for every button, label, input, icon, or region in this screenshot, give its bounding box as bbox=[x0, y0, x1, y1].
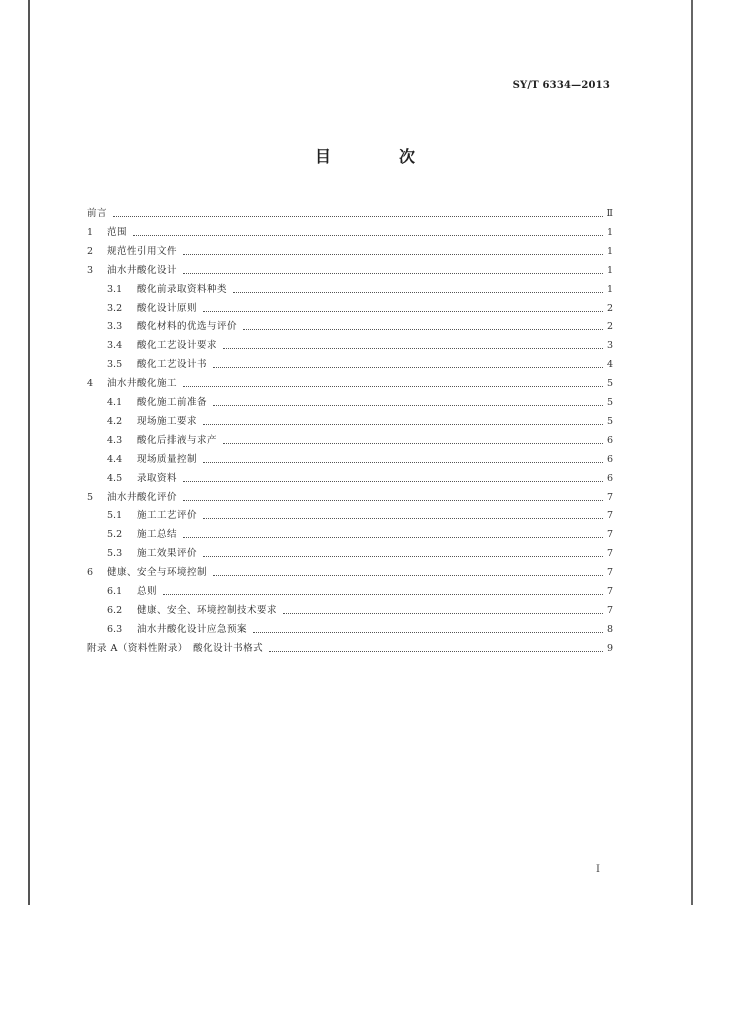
toc-entry-page: 5 bbox=[606, 415, 613, 427]
toc-entry[interactable] bbox=[107, 582, 613, 598]
toc-entry[interactable] bbox=[87, 563, 613, 579]
toc-entry-label: 酸化后排液与求产 bbox=[137, 434, 218, 446]
toc-dot-leader bbox=[203, 461, 603, 463]
toc-entry-label: 前言 bbox=[87, 208, 108, 219]
toc-entry-number: 4.2 bbox=[107, 415, 123, 427]
toc-entry-label: 健康、安全与环境控制 bbox=[107, 567, 208, 579]
toc-entry-label: 健康、安全、环境控制技术要求 bbox=[137, 604, 278, 616]
toc-entry-page: 7 bbox=[606, 548, 613, 560]
toc-entry-number: 6.2 bbox=[107, 604, 123, 616]
toc-entry[interactable] bbox=[107, 469, 613, 485]
toc-entry-number: 2 bbox=[87, 245, 94, 257]
toc-entry-page: 7 bbox=[606, 491, 613, 503]
toc-entry-page: 3 bbox=[606, 340, 613, 352]
toc-entry-page: 1 bbox=[606, 226, 613, 238]
toc-entry-number: 5 bbox=[87, 491, 94, 503]
toc-dot-leader bbox=[223, 442, 603, 444]
toc-dot-leader bbox=[183, 499, 603, 501]
toc-entry-page: 2 bbox=[606, 321, 613, 333]
toc-dot-leader bbox=[183, 385, 603, 387]
toc-entry-page: 8 bbox=[606, 623, 613, 635]
toc-dot-leader bbox=[113, 215, 603, 217]
toc-dot-leader bbox=[213, 366, 603, 368]
toc-entry[interactable] bbox=[107, 393, 613, 409]
toc-entry-label: 酸化材料的优选与评价 bbox=[137, 321, 238, 333]
toc-entry-page: 7 bbox=[606, 604, 613, 616]
toc-entry-page: 6 bbox=[606, 453, 613, 465]
toc-entry[interactable] bbox=[107, 412, 613, 428]
toc-dot-leader bbox=[203, 310, 603, 312]
toc-entry-page: 7 bbox=[606, 586, 613, 597]
toc-entry-number: 4 bbox=[87, 378, 94, 390]
toc-entry-label: 规范性引用文件 bbox=[107, 245, 178, 257]
toc-entry[interactable] bbox=[87, 204, 613, 220]
document-code: SY/T 6334—2013 bbox=[512, 80, 610, 91]
toc-entry[interactable] bbox=[107, 299, 613, 315]
toc-entry[interactable] bbox=[107, 280, 613, 296]
toc-entry[interactable] bbox=[87, 261, 613, 277]
toc-entry-number: 6 bbox=[87, 567, 94, 579]
toc-entry-label: 酸化设计原则 bbox=[137, 302, 198, 314]
toc-entry-page: 4 bbox=[606, 359, 613, 371]
toc-entry-label: 油水井酸化施工 bbox=[107, 378, 178, 390]
toc-dot-leader bbox=[133, 234, 603, 236]
toc-entry[interactable] bbox=[87, 374, 613, 390]
toc-entry-number: 3.4 bbox=[107, 340, 123, 352]
toc-entry-label: 施工总结 bbox=[137, 529, 178, 541]
toc-entry-page: 1 bbox=[606, 264, 613, 276]
toc-dot-leader bbox=[183, 480, 603, 482]
toc-entry-label: 施工工艺评价 bbox=[137, 510, 198, 522]
toc-dot-leader bbox=[183, 272, 603, 274]
toc-entry-page: 1 bbox=[606, 245, 613, 257]
toc-dot-leader bbox=[253, 631, 603, 633]
toc-entry-page: 5 bbox=[606, 378, 613, 390]
toc-entry-page: 7 bbox=[606, 567, 613, 579]
toc-entry-number: 3.5 bbox=[107, 359, 123, 371]
page-number: I bbox=[596, 864, 600, 875]
toc-entry-number: 4.3 bbox=[107, 434, 123, 446]
toc-entry-label: 酸化前录取资料种类 bbox=[137, 283, 228, 295]
toc-entry-number: 5.2 bbox=[107, 529, 123, 541]
toc-entry-label: 油水井酸化设计 bbox=[107, 264, 178, 276]
toc-entry-page: 7 bbox=[606, 510, 613, 522]
toc-entry-label: 酸化施工前准备 bbox=[137, 397, 208, 408]
toc-entry-number: 4.5 bbox=[107, 472, 123, 484]
toc-dot-leader bbox=[203, 555, 603, 557]
toc-entry[interactable] bbox=[107, 506, 613, 522]
toc-entry-number: 6.1 bbox=[107, 586, 123, 597]
toc-entry-page: 1 bbox=[606, 283, 613, 295]
toc-entry[interactable] bbox=[87, 242, 613, 258]
toc-dot-leader bbox=[213, 404, 603, 406]
toc-entry-label: 酸化工艺设计书 bbox=[137, 359, 208, 371]
toc-entry[interactable] bbox=[87, 488, 613, 504]
toc-entry-number: 6.3 bbox=[107, 623, 123, 635]
toc-entry-label: 油水井酸化设计应急预案 bbox=[137, 623, 248, 635]
toc-entry[interactable] bbox=[107, 450, 613, 466]
toc-entry-label: 总则 bbox=[137, 586, 158, 597]
toc-entry-page: 6 bbox=[606, 434, 613, 446]
toc-entry-label: 现场质量控制 bbox=[137, 453, 198, 465]
toc-dot-leader bbox=[203, 517, 603, 519]
toc-entry-label: 现场施工要求 bbox=[137, 415, 198, 427]
toc-dot-leader bbox=[183, 253, 603, 255]
toc-entry-page: 7 bbox=[606, 529, 613, 541]
toc-entry[interactable] bbox=[107, 317, 613, 333]
toc-entry[interactable] bbox=[107, 431, 613, 447]
toc-entry-label: 油水井酸化评价 bbox=[107, 491, 178, 503]
toc-entry[interactable] bbox=[107, 601, 613, 617]
toc-dot-leader bbox=[203, 423, 603, 425]
toc-entry-label: 酸化工艺设计要求 bbox=[137, 340, 218, 352]
toc-entry-label: 施工效果评价 bbox=[137, 548, 198, 560]
toc-entry-label: 录取资料 bbox=[137, 472, 178, 484]
toc-entry-label: 附录 A（资料性附录） 酸化设计书格式 bbox=[87, 642, 264, 654]
toc-entry-number: 5.3 bbox=[107, 548, 123, 560]
toc-dot-leader bbox=[243, 328, 603, 330]
toc-entry[interactable] bbox=[107, 525, 613, 541]
toc-entry[interactable] bbox=[87, 639, 613, 655]
page-edge-right bbox=[691, 0, 693, 905]
toc-dot-leader bbox=[213, 574, 603, 576]
toc-dot-leader bbox=[223, 347, 603, 349]
toc-entry-number: 3.3 bbox=[107, 321, 123, 333]
toc-dot-leader bbox=[183, 536, 603, 538]
toc-dot-leader bbox=[283, 612, 603, 614]
page-title: 目 次 bbox=[315, 147, 442, 166]
toc-entry-number: 4.1 bbox=[107, 397, 123, 408]
toc-entry-page: 6 bbox=[606, 472, 613, 484]
toc-entry-number: 3.1 bbox=[107, 283, 123, 295]
toc-entry-label: 范围 bbox=[107, 226, 128, 238]
toc-entry-number: 3 bbox=[87, 264, 94, 276]
toc-entry[interactable] bbox=[107, 544, 613, 560]
toc-dot-leader bbox=[269, 650, 603, 652]
toc-entry[interactable] bbox=[87, 223, 613, 239]
toc-entry[interactable] bbox=[107, 620, 613, 636]
toc-entry-number: 4.4 bbox=[107, 453, 123, 465]
toc-dot-leader bbox=[233, 291, 603, 293]
toc-dot-leader bbox=[163, 593, 603, 595]
toc-entry-page: 9 bbox=[606, 642, 613, 654]
toc-entry[interactable] bbox=[107, 336, 613, 352]
toc-entry-page: 2 bbox=[606, 302, 613, 314]
toc-entry-number: 1 bbox=[87, 226, 94, 238]
toc-entry-page: 5 bbox=[606, 397, 613, 408]
toc-entry[interactable] bbox=[107, 355, 613, 371]
toc-entry-number: 3.2 bbox=[107, 302, 123, 314]
toc-entry-page: Ⅱ bbox=[606, 208, 613, 219]
toc-entry-number: 5.1 bbox=[107, 510, 123, 522]
page-edge-left bbox=[28, 0, 30, 905]
